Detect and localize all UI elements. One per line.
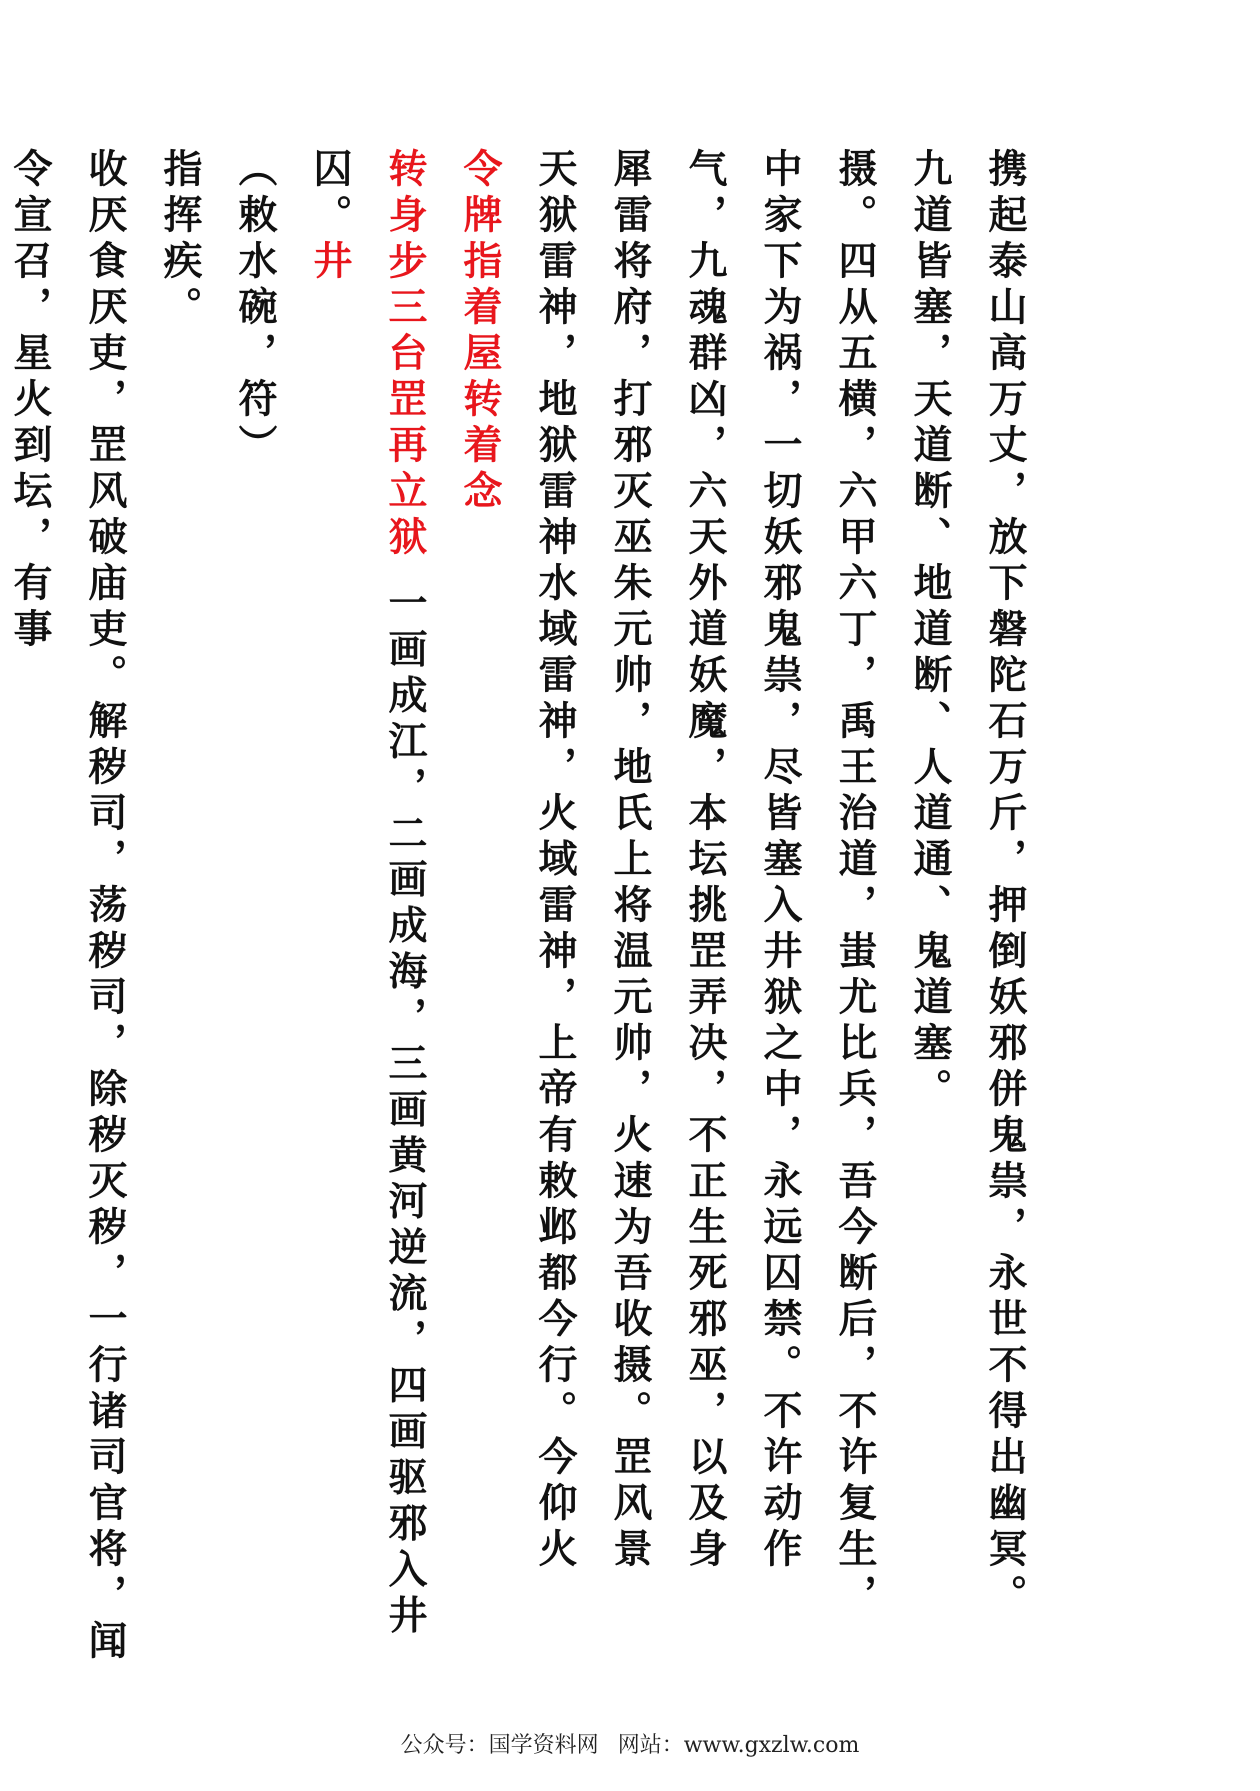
text-line-5: 气，九魂群凶，六天外道妖魔，本坛挑罡弄决，不正生死邪巫，以及身: [682, 148, 728, 1574]
text-line-3: 摄。四从五横，六甲六丁，禹王治道，蚩尤比兵，吾今断后，不许复生，: [832, 148, 878, 1620]
text-line-12: 收厌食厌吏，罡风破庙吏。解秽司，荡秽司，除秽灭秽，一行诸司官将，闻令宣召，星火到坛，有事: [7, 148, 128, 1666]
footer-wechat: 公众号：国学资料网: [400, 1733, 599, 1758]
text-line-9: [292, 148, 442, 1708]
text-line-8-instruction: 令牌指着屋转着念: [457, 148, 503, 516]
vertical-text-body: [0, 148, 1042, 1708]
text-line-6: 犀雷将府，打邪灭巫朱元帅，地氏上将温元帅，火速为吾收摄。罡风景: [607, 148, 653, 1574]
text-line-2: 九道皆塞，天道断、地道断、人道通、鬼道塞。: [907, 148, 953, 1114]
incantation-text: 一画成江，二画成海，三画黄河逆流，四画驱邪入井囚。: [307, 148, 428, 1641]
well-mark: 井: [307, 240, 353, 286]
text-line-10: （敕水碗，符）: [232, 148, 278, 470]
text-line-11: 指挥疾。: [157, 148, 203, 332]
text-line-1: 携起泰山高万丈，放下磐陀石万斤，押倒妖邪併鬼祟，永世不得出幽冥。: [982, 148, 1028, 1620]
footer-site: 网站：www.gxzlw.com: [617, 1733, 860, 1758]
text-line-7: 天狱雷神，地狱雷神水域雷神，火域雷神，上帝有敕邺都今行。今仰火: [532, 148, 578, 1574]
instruction-step: 转身步三台罡再立狱: [382, 148, 428, 562]
page-footer: [0, 1728, 1260, 1759]
text-line-4: 中家下为祸，一切妖邪鬼祟，尽皆塞入井狱之中，永远囚禁。不许动作: [757, 148, 803, 1574]
